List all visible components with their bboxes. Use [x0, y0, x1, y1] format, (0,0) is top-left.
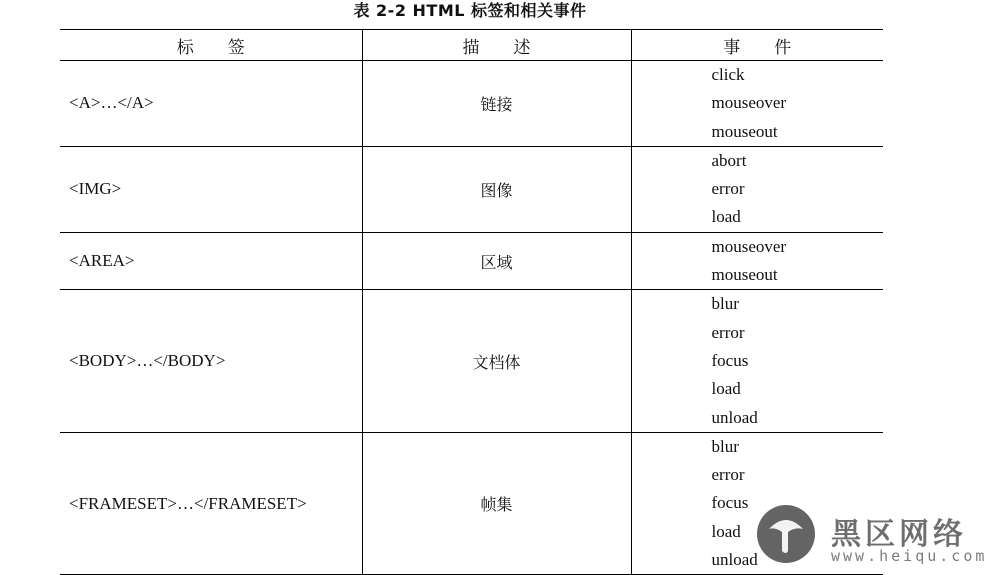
event-item: abort [711, 150, 747, 170]
description-cell: 帧集 [362, 432, 631, 574]
event-item: error [711, 465, 745, 485]
event-item: load [711, 521, 741, 541]
table-row [60, 61, 883, 147]
tag-cell: <A>…</A> [69, 93, 154, 113]
events-cell [631, 61, 883, 147]
event-item: mouseout [711, 265, 778, 285]
events-cell [631, 146, 883, 232]
event-item: mouseout [711, 121, 778, 141]
event-item: error [711, 179, 745, 199]
description-cell: 图像 [362, 146, 631, 232]
event-item: mouseover [711, 93, 787, 113]
tag-cell: <BODY>…</BODY> [69, 351, 226, 371]
event-item: unload [711, 550, 758, 570]
event-item: error [711, 322, 745, 342]
watermark-logo-icon [757, 505, 815, 563]
event-item: blur [711, 294, 739, 314]
events-cell [631, 232, 883, 290]
header-events: 事 件 [631, 30, 883, 61]
event-item: mouseover [711, 236, 787, 256]
table-row [60, 232, 883, 290]
table-caption: 表 2-2 HTML 标签和相关事件 [353, 1, 587, 20]
table-row [60, 290, 883, 432]
watermark [757, 505, 992, 571]
event-item: blur [711, 436, 739, 456]
header-description: 描 述 [362, 30, 631, 61]
events-table [60, 29, 883, 575]
description-cell: 区域 [362, 232, 631, 290]
header-row [60, 30, 883, 61]
events-cell [631, 290, 883, 432]
description-cell: 链接 [362, 61, 631, 147]
watermark-url: www.heiqu.com [831, 547, 988, 565]
event-item: unload [711, 407, 758, 427]
header-tag: 标 签 [60, 30, 362, 61]
event-item: focus [711, 493, 749, 513]
tag-cell: <AREA> [69, 251, 135, 271]
event-item: focus [711, 350, 749, 370]
tag-cell: <FRAMESET>…</FRAMESET> [69, 493, 307, 513]
event-item: load [711, 379, 741, 399]
tag-cell: <IMG> [69, 179, 122, 199]
description-cell: 文档体 [362, 290, 631, 432]
watermark-name: 黑区网络 [831, 517, 967, 552]
event-item: click [711, 65, 745, 84]
event-item: load [711, 207, 741, 227]
table-row [60, 146, 883, 232]
